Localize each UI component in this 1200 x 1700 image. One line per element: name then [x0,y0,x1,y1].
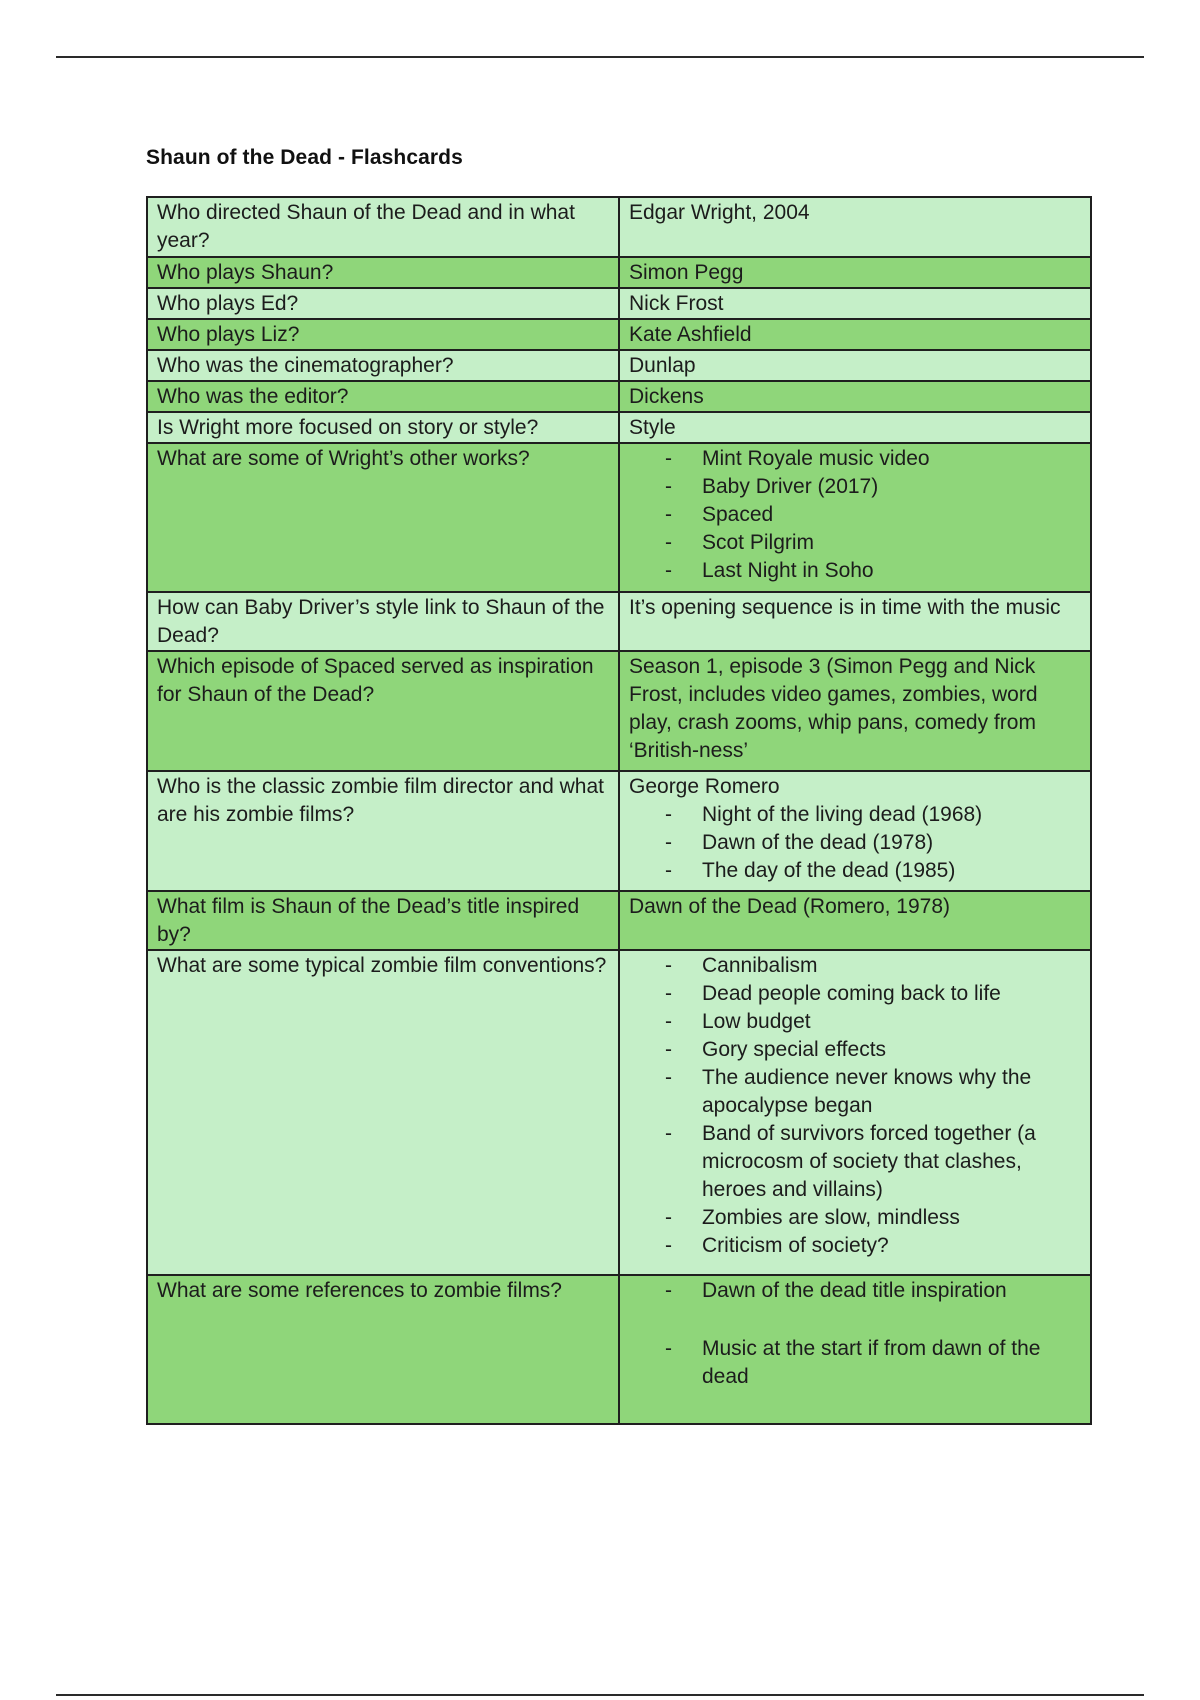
question-cell: What film is Shaun of the Dead’s title inspired by? [147,891,619,950]
question-cell: Who is the classic zombie film director and what are his zombie films? [147,771,619,891]
answer-heading: George Romero [629,775,780,798]
answer-cell [619,443,1091,592]
question-cell: Who directed Shaun of the Dead and in what year? [147,197,619,257]
page-title: Shaun of the Dead - Flashcards [146,146,463,169]
table-row [147,651,1091,771]
answer-list [629,952,1081,1260]
answer-cell: Dawn of the Dead (Romero, 1978) [619,891,1091,950]
list-item: - Baby Driver (2017) [665,473,1081,501]
answer-cell: Dickens [619,381,1091,412]
list-item: - Dawn of the dead title inspiration [665,1277,1081,1305]
answer-cell: Dunlap [619,350,1091,381]
table-row [147,257,1091,288]
bottom-rule [56,1694,1144,1696]
table-row [147,771,1091,891]
table-row [147,950,1091,1275]
list-item: - The audience never knows why the apocalypse began [665,1064,1081,1120]
answer-cell: Season 1, episode 3 (Simon Pegg and Nick Frost, includes video games, zombies, word play, crash zooms, whip pans, comedy from ‘British-ness’ [619,651,1091,771]
table-row [147,412,1091,443]
table-row [147,350,1091,381]
question-cell: Is Wright more focused on story or style? [147,412,619,443]
top-rule [56,56,1144,58]
question-cell: Who plays Liz? [147,319,619,350]
table-row [147,1275,1091,1424]
list-item: - Music at the start if from dawn of the dead [665,1335,1081,1391]
table-row [147,443,1091,592]
answer-cell: Nick Frost [619,288,1091,319]
list-item: - Mint Royale music video [665,445,1081,473]
table-row [147,197,1091,257]
answer-cell: It’s opening sequence is in time with the music [619,592,1091,651]
question-cell: How can Baby Driver’s style link to Shaun of the Dead? [147,592,619,651]
list-item: - Last Night in Soho [665,557,1081,585]
answer-cell [619,771,1091,891]
table-row [147,891,1091,950]
list-item: - Dawn of the dead (1978) [665,829,1081,857]
flashcard-table [146,196,1092,1425]
question-cell: Who plays Shaun? [147,257,619,288]
question-cell: What are some of Wright’s other works? [147,443,619,592]
table-row [147,288,1091,319]
question-cell: What are some references to zombie films? [147,1275,619,1424]
answer-cell [619,950,1091,1275]
list-item: - Criticism of society? [665,1232,1081,1260]
question-cell: Who was the editor? [147,381,619,412]
question-cell: What are some typical zombie film conventions? [147,950,619,1275]
list-item: - Band of survivors forced together (a microcosm of society that clashes, heroes and villains) [665,1120,1081,1204]
list-item: - Zombies are slow, mindless [665,1204,1081,1232]
list-item: - Night of the living dead (1968) [665,801,1081,829]
table-row [147,319,1091,350]
list-item: - Spaced [665,501,1081,529]
table-row [147,381,1091,412]
answer-cell: Edgar Wright, 2004 [619,197,1091,257]
table-row [147,592,1091,651]
answer-list [629,801,1081,885]
answer-cell: Style [619,412,1091,443]
answer-list [629,1277,1081,1391]
list-item: - Cannibalism [665,952,1081,980]
question-cell: Who was the cinematographer? [147,350,619,381]
list-item: - The day of the dead (1985) [665,857,1081,885]
question-cell: Which episode of Spaced served as inspiration for Shaun of the Dead? [147,651,619,771]
answer-cell: Kate Ashfield [619,319,1091,350]
list-item: - Dead people coming back to life [665,980,1081,1008]
list-item: - Scot Pilgrim [665,529,1081,557]
answer-list [629,445,1081,585]
list-item: - Gory special effects [665,1036,1081,1064]
answer-cell [619,1275,1091,1424]
list-item: - Low budget [665,1008,1081,1036]
answer-cell: Simon Pegg [619,257,1091,288]
question-cell: Who plays Ed? [147,288,619,319]
